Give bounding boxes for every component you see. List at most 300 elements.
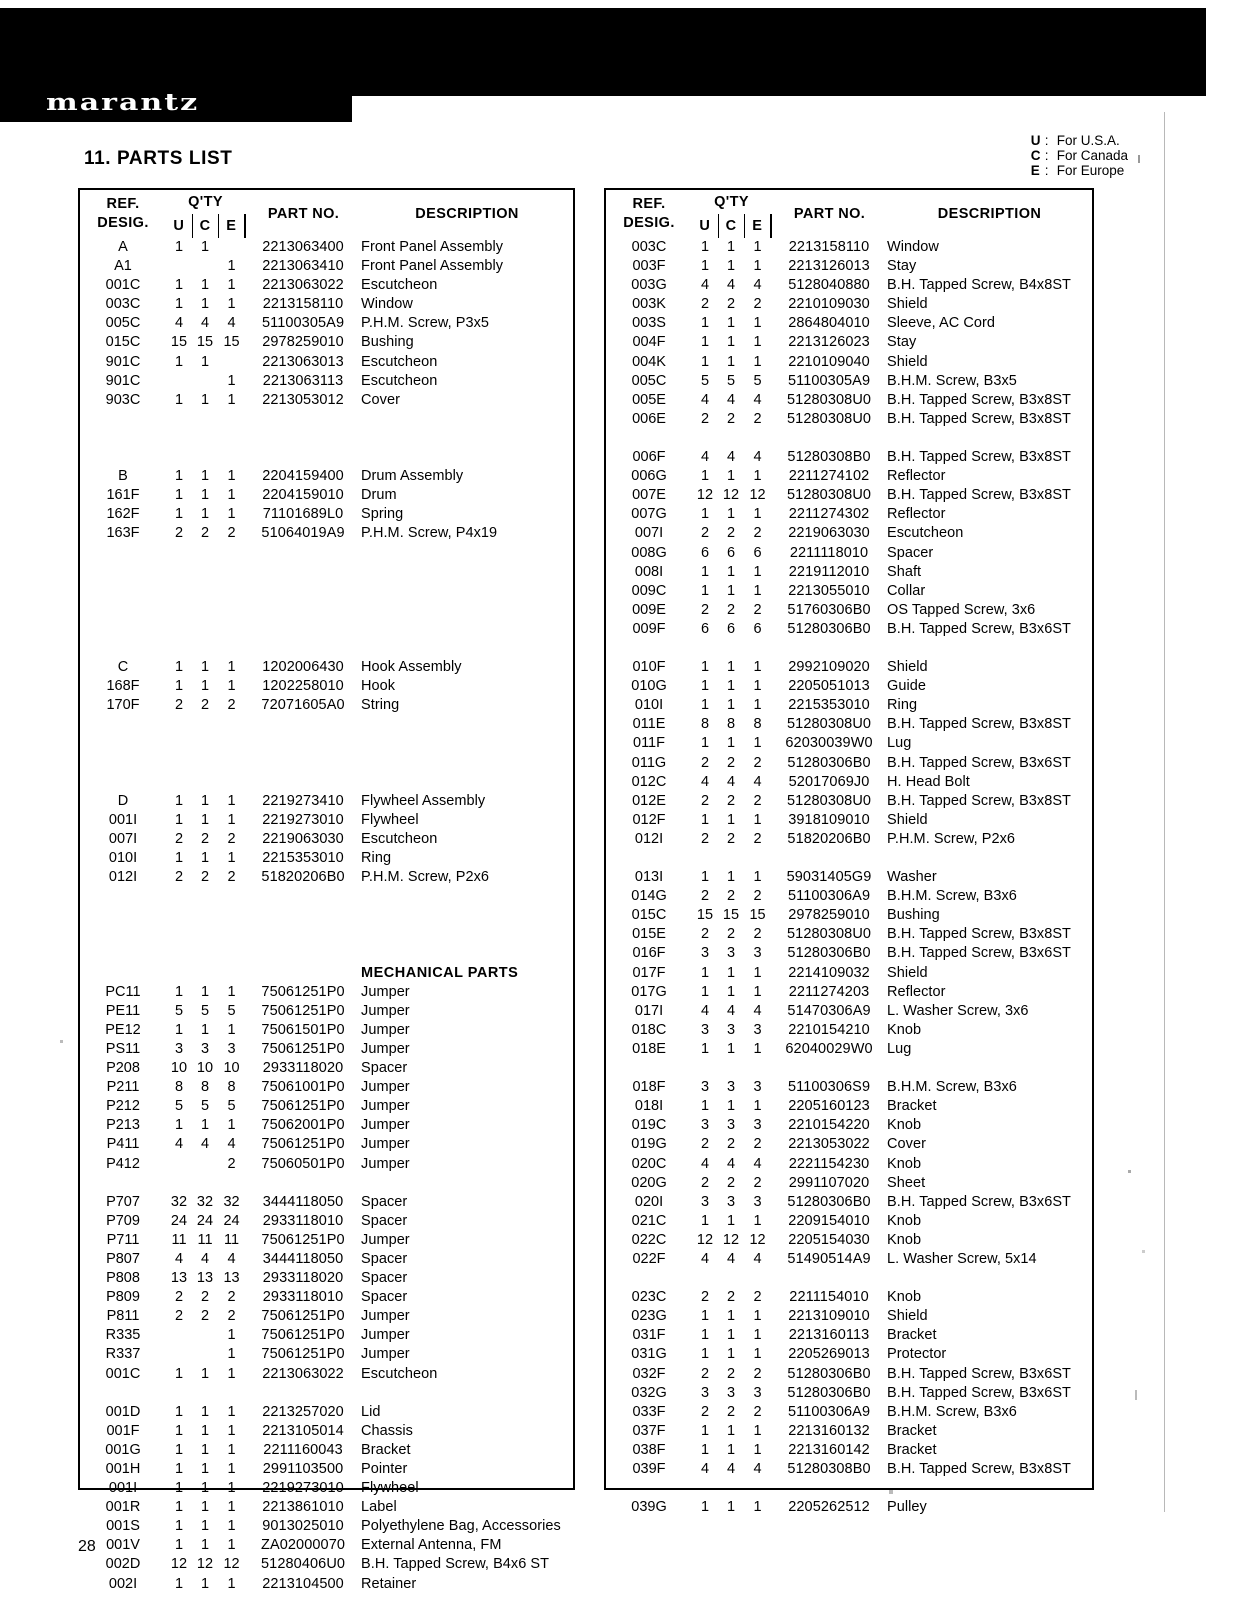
cell-qty-e: 1: [227, 678, 236, 695]
cell-qty-c: 1: [726, 1422, 736, 1439]
cell-qty-u: 1: [700, 983, 710, 1000]
cell-ref-desig: 012F: [632, 811, 666, 828]
table-row: [80, 276, 573, 295]
cell-part-no: 2219273010: [262, 1480, 344, 1497]
cell-qty-e: 11: [223, 1231, 240, 1248]
table-row: [606, 983, 1092, 1002]
table-row: [606, 1116, 1092, 1135]
table-row: [606, 391, 1092, 410]
cell-qty-u: 1: [700, 869, 710, 886]
cell-qty-e: 1: [227, 487, 236, 504]
cell-qty-e: [218, 353, 245, 372]
cell-ref-desig: 162F: [106, 506, 140, 523]
cell-part-no: 2219063030: [788, 525, 870, 542]
cell-ref-desig: 007E: [632, 487, 666, 504]
cell-ref-desig: 019G: [631, 1136, 667, 1153]
cell-qty-u: 1: [700, 811, 710, 828]
table-spacer-row: [80, 1174, 573, 1193]
cell-qty-c: 1: [200, 1403, 210, 1420]
cell-part-no: 72071605A0: [261, 697, 345, 714]
cell-description: Spacer: [361, 1289, 408, 1306]
cell-qty-u: 1: [174, 1117, 184, 1134]
cell-part-no: 75061251P0: [261, 1231, 345, 1248]
cell-qty-c: 2: [200, 1308, 210, 1325]
cell-qty-c: 3: [726, 1117, 736, 1134]
cell-qty-c: 1: [726, 1212, 736, 1229]
table-row: [606, 524, 1092, 543]
table-row: [606, 1384, 1092, 1403]
cell-qty-c: 2: [200, 525, 210, 542]
cell-qty-u: 1: [700, 1422, 710, 1439]
cell-ref-desig: P809: [106, 1289, 140, 1306]
cell-qty-e: 1: [227, 811, 236, 828]
cell-qty-e: 1: [753, 506, 762, 523]
table-row: [80, 524, 573, 543]
table-row: [80, 1059, 573, 1078]
table-row: [606, 1097, 1092, 1116]
cell-qty-e: 2: [227, 1155, 236, 1172]
cell-qty-u: 1: [700, 258, 710, 275]
cell-qty-e: 1: [753, 869, 762, 886]
cell-qty-u: 2: [700, 1289, 710, 1306]
cell-qty-c: 4: [726, 773, 736, 790]
cell-qty-e: 1: [753, 811, 762, 828]
cell-part-no: 75061251P0: [261, 1002, 345, 1019]
cell-ref-desig: 032F: [632, 1365, 666, 1382]
cell-description: Stay: [887, 258, 917, 275]
cell-description: Window: [887, 239, 939, 255]
cell-qty-c: 1: [200, 1537, 210, 1554]
cell-qty-c: 1: [726, 869, 736, 886]
cell-qty-c: 15: [722, 907, 740, 924]
cell-description: Escutcheon: [361, 353, 438, 370]
cell-ref-desig: 011F: [633, 735, 665, 752]
cell-qty-e: 3: [753, 1193, 762, 1210]
cell-qty-u: 5: [174, 1002, 184, 1019]
cell-qty-e: 8: [227, 1079, 236, 1096]
cell-description: Bracket: [361, 1441, 411, 1458]
cell-ref-desig: P807: [106, 1250, 140, 1267]
cell-qty-e: 4: [753, 1461, 762, 1477]
cell-qty-u: 2: [700, 296, 710, 313]
legend-colon-e: :: [1044, 163, 1049, 178]
cell-qty-u: 12: [696, 487, 714, 504]
parts-table-left-body: [80, 238, 573, 1594]
cell-part-no: 2933118020: [262, 1060, 344, 1077]
table-row: [80, 696, 573, 715]
cell-description: B.H. Tapped Screw, B4x8ST: [887, 277, 1071, 294]
cell-qty-u: 13: [170, 1270, 188, 1287]
cell-part-no: 2215353010: [262, 850, 344, 866]
cell-description: Spacer: [361, 1193, 408, 1210]
cell-qty-e: 12: [223, 1556, 240, 1573]
cell-description: Shield: [887, 811, 928, 828]
cell-qty-u: 2: [174, 525, 184, 542]
cell-qty-e: 2: [227, 1308, 236, 1325]
cell-qty-u: 1: [174, 1499, 184, 1516]
cell-description: Collar: [887, 582, 926, 599]
table-spacer-row: [80, 734, 573, 753]
table-row: [80, 983, 573, 1002]
table-row: [80, 1460, 573, 1479]
cell-ref-desig: 007G: [631, 506, 667, 523]
cell-ref-desig: 002I: [108, 1575, 138, 1592]
cell-ref-desig: 006E: [632, 410, 666, 427]
cell-qty-c: 5: [200, 1002, 210, 1019]
cell-qty-e: 1: [753, 468, 762, 485]
cell-qty-u: 1: [174, 1365, 184, 1382]
cell-qty-e: 2: [753, 601, 762, 618]
cell-part-no: 51470306A9: [787, 1002, 871, 1019]
cell-part-no: 2933118010: [262, 1289, 344, 1306]
cell-qty-c: 1: [200, 468, 210, 485]
table-row: [606, 754, 1092, 773]
cell-qty-c: 3: [726, 945, 736, 962]
table-row: [80, 1288, 573, 1307]
cell-qty-e: 1: [227, 792, 236, 809]
cell-ref-desig: 031F: [632, 1327, 666, 1344]
cell-part-no: 2213053012: [262, 391, 344, 408]
cell-qty-c: 1: [726, 697, 736, 714]
cell-qty-c: 4: [726, 1155, 736, 1172]
cell-qty-u: 6: [700, 544, 710, 561]
cell-description: Ring: [887, 697, 918, 714]
cell-part-no: 2205269013: [788, 1346, 870, 1363]
cell-qty-c: 2: [726, 792, 736, 809]
cell-qty-e: 1: [227, 1422, 236, 1439]
cell-part-no: ZA02000070: [261, 1537, 346, 1554]
cell-qty-u: 1: [700, 506, 710, 523]
cell-ref-desig: P808: [106, 1270, 140, 1287]
cell-part-no: 75060501P0: [261, 1155, 345, 1172]
cell-qty-c: 2: [726, 1136, 736, 1153]
cell-description: P.H.M. Screw, P4x19: [361, 525, 498, 542]
cell-ref-desig: P212: [106, 1098, 140, 1115]
cell-qty-e: 2: [753, 754, 762, 771]
cell-qty-u: 3: [700, 1021, 710, 1038]
cell-qty-c: 1: [726, 1499, 736, 1516]
table-row: [606, 1403, 1092, 1422]
table-spacer-row: [606, 1059, 1092, 1078]
cell-description: Escutcheon: [361, 372, 438, 389]
cell-description: String: [361, 697, 400, 714]
cell-part-no: 2205051013: [788, 678, 870, 695]
cell-ref-desig: 031G: [631, 1346, 667, 1363]
cell-ref-desig: 009C: [631, 582, 667, 599]
cell-qty-e: 4: [753, 449, 762, 466]
cell-qty-e: 1: [227, 1346, 236, 1363]
table-row: [606, 964, 1092, 983]
table-row: [80, 1193, 573, 1212]
cell-description: Jumper: [361, 1308, 410, 1325]
table-row: [606, 372, 1092, 391]
scan-artifact: [1138, 155, 1140, 163]
cell-description: B.H.M. Screw, B3x6: [887, 1403, 1017, 1420]
cell-ref-desig: R335: [105, 1327, 141, 1344]
cell-qty-e: 1: [753, 334, 762, 351]
table-row: [80, 1365, 573, 1384]
cell-ref-desig: 010F: [632, 659, 666, 676]
cell-ref-desig: 012C: [631, 773, 667, 790]
table-row: [80, 1135, 573, 1154]
cell-ref-desig: P208: [106, 1060, 140, 1077]
table-row: [606, 276, 1092, 295]
cell-ref-desig: 901C: [105, 372, 141, 389]
cell-qty-u: 1: [700, 1346, 710, 1363]
cell-part-no: 75062001P0: [261, 1117, 345, 1134]
cell-qty-c: 1: [200, 811, 210, 828]
table-row: [606, 1231, 1092, 1250]
cell-ref-desig: PC11: [105, 983, 141, 1000]
cell-description: Knob: [887, 1231, 922, 1248]
cell-ref-desig: 020C: [631, 1155, 667, 1172]
cell-qty-c: 1: [726, 1098, 736, 1115]
cell-description: Flywheel: [361, 1480, 419, 1497]
cell-description: Spacer: [361, 1270, 408, 1287]
cell-ref-desig: 901C: [105, 353, 141, 370]
cell-qty-u: 1: [174, 811, 184, 828]
cell-qty-c: 1: [200, 277, 210, 294]
table-spacer-row: [80, 887, 573, 906]
cell-part-no: 2213158110: [788, 239, 870, 255]
table-spacer-row: [606, 849, 1092, 868]
cell-part-no: 51280306B0: [787, 1365, 871, 1382]
table-row: [606, 906, 1092, 925]
cell-part-no: 75061251P0: [261, 1040, 345, 1057]
cell-ref-desig: 001F: [106, 1422, 140, 1439]
cell-part-no: 2219112010: [788, 563, 870, 580]
cell-qty-e: 1: [753, 1441, 762, 1458]
cell-qty-u: 1: [174, 296, 184, 313]
cell-qty-u: 1: [174, 1422, 184, 1439]
table-row: [80, 333, 573, 352]
legend-key-e: E: [1030, 163, 1040, 178]
cell-ref-desig: 022C: [631, 1231, 667, 1248]
cell-ref-desig: 020G: [631, 1174, 667, 1191]
cell-ref-desig: 002D: [105, 1556, 141, 1573]
cell-part-no: 2213063013: [262, 353, 344, 370]
cell-description: Knob: [887, 1289, 922, 1306]
cell-ref-desig: 011E: [632, 716, 666, 733]
cell-qty-c: 1: [200, 1365, 210, 1382]
cell-qty-e: 12: [749, 487, 766, 504]
cell-ref-desig: 001S: [106, 1518, 140, 1535]
cell-qty-e: 2: [753, 1136, 762, 1153]
cell-qty-u: 15: [696, 907, 714, 924]
cell-qty-c: 15: [196, 334, 214, 351]
cell-ref-desig: 168F: [106, 678, 140, 695]
col-header-ref-line2: DESIG.: [97, 215, 149, 231]
cell-qty-c: 4: [726, 1250, 736, 1267]
cell-part-no: 2210109030: [788, 296, 870, 313]
table-spacer-row: [80, 1384, 573, 1403]
cell-qty-e: 1: [227, 1461, 236, 1477]
table-row: [606, 1002, 1092, 1021]
table-row: [606, 734, 1092, 753]
cell-qty-u: 2: [700, 792, 710, 809]
table-spacer-row: [606, 1479, 1092, 1498]
cell-qty-e: 1: [753, 1499, 762, 1516]
cell-qty-c: 1: [726, 334, 736, 351]
page-number: 28: [78, 1538, 96, 1555]
cell-part-no: 1202006430: [262, 659, 344, 676]
cell-part-no: 3444118050: [262, 1193, 344, 1210]
cell-qty-u: 1: [174, 1021, 184, 1038]
cell-part-no: 2213053022: [788, 1136, 870, 1153]
cell-ref-desig: 006F: [632, 449, 666, 466]
cell-qty-e: 1: [753, 1327, 762, 1344]
cell-part-no: 51760306B0: [787, 601, 871, 618]
cell-qty-u: 11: [171, 1231, 187, 1248]
cell-part-no: 2219273410: [262, 792, 344, 809]
cell-part-no: 51100305A9: [787, 372, 871, 389]
cell-part-no: 71101689L0: [262, 506, 344, 523]
cell-description: Sheet: [887, 1174, 926, 1191]
cell-ref-desig: 017G: [631, 983, 667, 1000]
cell-qty-e: 1: [753, 239, 762, 255]
cell-qty-e: 2: [227, 869, 236, 886]
cell-part-no: 59031405G9: [786, 869, 872, 886]
cell-part-no: 2221154230: [788, 1155, 870, 1172]
cell-ref-desig: 001V: [106, 1537, 140, 1554]
cell-part-no: 2213063022: [262, 277, 344, 294]
cell-part-no: 2219273010: [262, 811, 344, 828]
table-row: [80, 295, 573, 314]
cell-qty-e: 2: [753, 410, 762, 427]
cell-part-no: 2211274302: [788, 506, 870, 523]
cell-qty-e: 3: [753, 1021, 762, 1038]
cell-part-no: 75061251P0: [261, 1327, 345, 1344]
cell-description: Escutcheon: [361, 1365, 438, 1382]
scan-artifact: [60, 1040, 63, 1043]
table-row: [80, 1078, 573, 1097]
cell-qty-u: 4: [174, 1136, 184, 1153]
cell-qty-u: 5: [174, 1098, 184, 1115]
table-spacer-row: [606, 1269, 1092, 1288]
cell-qty-c: 4: [726, 391, 736, 408]
cell-qty-c: 1: [200, 792, 210, 809]
cell-part-no: 1202258010: [262, 678, 344, 695]
cell-qty-u: 1: [700, 353, 710, 370]
cell-description: Cover: [361, 391, 400, 408]
cell-part-no: 51280308B0: [787, 1461, 871, 1477]
cell-qty-c: 2: [726, 1403, 736, 1420]
cell-qty-u: 2: [700, 1365, 710, 1382]
cell-qty-c: 8: [200, 1079, 210, 1096]
cell-qty-u: 3: [700, 1079, 710, 1096]
cell-qty-e: 1: [227, 1327, 236, 1344]
cell-description: Bracket: [887, 1098, 937, 1115]
table-row: [80, 1155, 573, 1174]
cell-qty-u: 5: [700, 372, 710, 389]
cell-part-no: 51280308U0: [787, 487, 872, 504]
cell-description: Jumper: [361, 1040, 410, 1057]
cell-qty-u: 1: [174, 1537, 184, 1554]
cell-qty-c: 1: [200, 1499, 210, 1516]
cell-qty-u: 8: [174, 1079, 184, 1096]
cell-ref-desig: 001R: [105, 1499, 141, 1516]
table-row: [606, 830, 1092, 849]
cell-description: Bracket: [887, 1327, 937, 1344]
cell-qty-u: 4: [700, 1002, 710, 1019]
table-spacer-row: [606, 429, 1092, 448]
cell-qty-e: 1: [227, 258, 236, 275]
table-spacer-row: [80, 448, 573, 467]
cell-qty-e: 1: [753, 258, 762, 275]
table-row: [80, 811, 573, 830]
cell-description: Polyethylene Bag, Accessories: [361, 1518, 561, 1535]
cell-ref-desig: 170F: [106, 697, 140, 714]
cell-qty-e: [218, 238, 245, 257]
cell-part-no: 51280306B0: [787, 945, 871, 962]
cell-qty-e: 1: [753, 582, 762, 599]
cell-ref-desig: 023G: [631, 1308, 667, 1325]
cell-qty-u: 1: [174, 792, 184, 809]
table-row: [606, 1460, 1092, 1479]
cell-qty-u: 2: [174, 1289, 184, 1306]
scan-artifact: [1142, 1250, 1145, 1253]
cell-qty-u: 1: [700, 678, 710, 695]
cell-part-no: 51280306B0: [787, 620, 871, 637]
cell-part-no: 51280308U0: [787, 391, 872, 408]
cell-qty-e: 1: [227, 1480, 236, 1497]
scan-artifact: [1128, 1170, 1131, 1173]
cell-ref-desig: P411: [106, 1136, 140, 1153]
cell-description: Hook: [361, 678, 396, 695]
cell-description: H. Head Bolt: [887, 773, 970, 790]
cell-qty-c: 1: [200, 1422, 210, 1439]
cell-qty-c: 13: [196, 1270, 214, 1287]
cell-ref-desig: 008G: [631, 544, 667, 561]
cell-description: Jumper: [361, 1231, 410, 1248]
cell-description: P.H.M. Screw, P3x5: [361, 315, 489, 332]
cell-qty-u: 1: [174, 277, 184, 294]
cell-ref-desig: 003G: [631, 277, 667, 294]
cell-description: Knob: [887, 1021, 922, 1038]
cell-qty-c: 11: [197, 1231, 213, 1248]
cell-ref-desig: 005E: [632, 391, 666, 408]
table-row: [606, 238, 1092, 257]
cell-qty-u: 2: [700, 830, 710, 847]
cell-ref-desig: 012I: [634, 830, 664, 847]
cell-qty-c: 3: [726, 1079, 736, 1096]
table-row: [80, 1575, 573, 1594]
cell-qty-c: 4: [200, 1136, 210, 1153]
cell-ref-desig: PS11: [105, 1040, 141, 1057]
cell-description: P.H.M. Screw, P2x6: [887, 830, 1015, 847]
col-header-qty-e: E: [744, 214, 771, 238]
cell-qty-e: 6: [753, 620, 762, 637]
cell-description: B.H. Tapped Screw, B3x8ST: [887, 1461, 1071, 1477]
cell-qty-c: 2: [200, 869, 210, 886]
cell-ref-desig: R337: [105, 1346, 141, 1363]
col-header-part-no: PART NO.: [267, 206, 340, 222]
cell-description: Jumper: [361, 1155, 410, 1172]
table-row: [606, 257, 1092, 276]
table-row: [606, 1498, 1092, 1517]
cell-qty-c: 2: [726, 754, 736, 771]
table-row: [606, 1441, 1092, 1460]
col-header-qty-c: C: [718, 214, 744, 238]
cell-description: Shield: [887, 659, 928, 676]
cell-qty-e: 2: [227, 697, 236, 714]
cell-qty-u: 2: [700, 754, 710, 771]
cell-qty-c: 1: [200, 487, 210, 504]
cell-qty-c: 32: [196, 1193, 214, 1210]
cell-qty-u: 24: [170, 1212, 188, 1229]
cell-qty-c: 1: [726, 563, 736, 580]
cell-qty-e: 1: [227, 277, 236, 294]
